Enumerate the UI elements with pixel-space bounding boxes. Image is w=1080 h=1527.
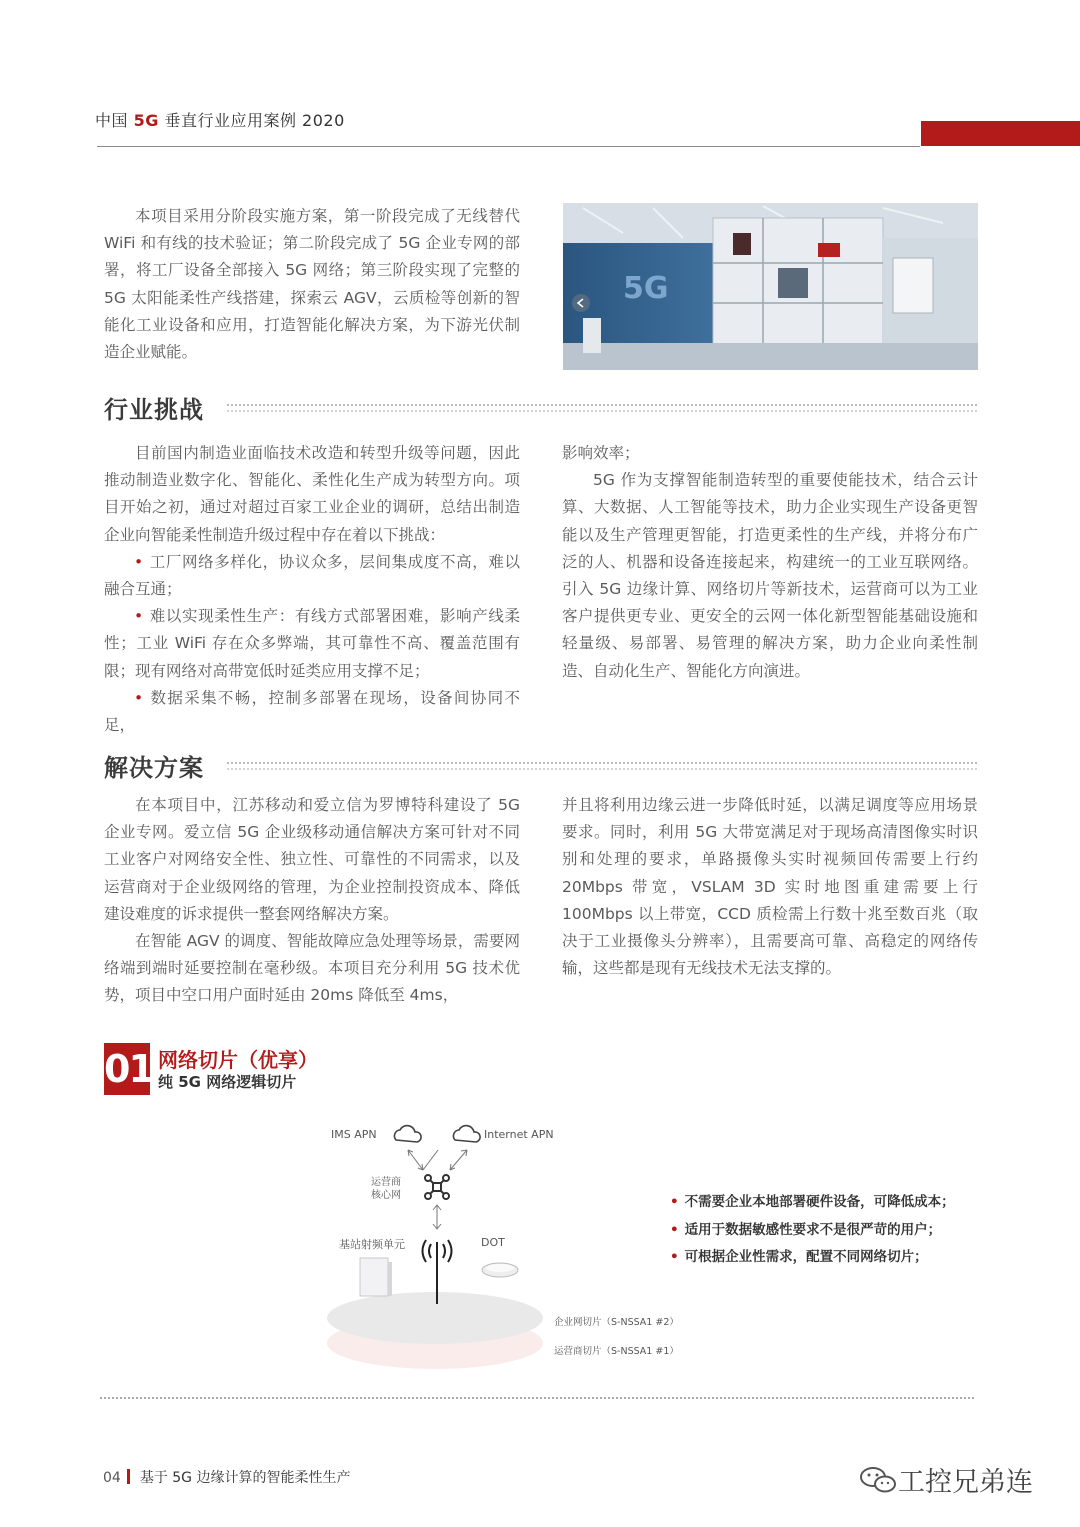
challenge-right-column — [562, 440, 978, 685]
page-footer — [103, 1467, 350, 1487]
feature-item — [670, 1189, 980, 1217]
bullet-dot: • — [670, 1221, 679, 1238]
footer-title: 基于 5G 边缘计算的智能柔性生产 — [139, 1470, 351, 1486]
solution-paragraph-1: 在本项目中，江苏移动和爱立信为罗博特科建设了 5G 企业专网。爱立信 5G 企业级移动通信解决方案可针对不同工业客户对网络安全性、独立性、可靠性的不同需求，以及运营商对于企业级网络的管理，为企业控制投资成本、降低建设难度的诉求提供一整套网络解决方案。 — [104, 796, 520, 923]
challenge-bullet — [104, 685, 520, 739]
core-label-line2: 核心网 — [371, 1190, 401, 1201]
bullet-dot: • — [134, 607, 144, 626]
solution-right-column — [562, 792, 978, 982]
enterprise-slice-ellipse — [327, 1292, 543, 1344]
slice-number-badge: 01 — [104, 1043, 150, 1095]
feature-text: 可根据企业性需求，配置不同网络切片； — [684, 1249, 928, 1265]
factory-photo — [563, 203, 978, 370]
solution-paragraph-2: 在智能 AGV 的调度、智能故障应急处理等场景，需要网络端到端时延要控制在毫秒级。本项目充分利用 5G 技术优势，项目中空口用户面时延由 20ms 降低至 4ms， — [104, 932, 520, 1005]
slice-title: 网络切片（优享） — [158, 1048, 318, 1072]
header-red-bar — [921, 121, 1080, 146]
solution-paragraph-3: 并且将利用边缘云进一步降低时延，以满足调度等应用场景要求。同时，利用 5G 大带宽满足对于现场高清图像实时识别和处理的要求，单路摄像头实时视频回传需要上行约 20Mbps 带宽，VSLAM 3D 实时地图重建需要上行 100Mbps 以上带宽，CCD 质检需上行数十兆至数百兆（取决于工业摄像头分辨率），且需要高可靠、高稳定的网络传输，这些都是现有无线技术无法支撑的。 — [562, 796, 978, 978]
solution-left-column — [104, 792, 520, 1010]
photo-sign-text: 5G — [623, 271, 669, 306]
bullet-dot: • — [134, 688, 144, 707]
internet-cloud-icon — [453, 1126, 480, 1142]
solution-heading: 解决方案 — [104, 754, 204, 782]
challenge-bullet-text: 数据采集不畅，控制多部署在现场，设备间协同不足， — [104, 688, 520, 735]
header-suffix: 垂直行业应用案例 2020 — [158, 111, 345, 130]
feature-text: 适用于数据敏感性要求不是很严苛的用户； — [684, 1221, 942, 1238]
core-to-cloud-arrows — [408, 1150, 467, 1170]
core-network-icon — [425, 1175, 449, 1199]
slice-feature-list — [670, 1189, 980, 1272]
watermark-text: 工控兄弟连 — [898, 1467, 1033, 1498]
header-prefix: 中国 — [95, 111, 134, 130]
intro-paragraph: 本项目采用分阶段实施方案，第一阶段完成了无线替代 WiFi 和有线的技术验证；第二阶段完成了 5G 企业专网的部署，将工厂设备全部接入 5G 网络；第三阶段实现了完整的 5G 太阳能柔性产线搭建，探索云 AGV，云质检等创新的智能化工业设备和应用，打造智能化解决方案，为下游光伏制造企业赋能。 — [104, 207, 520, 362]
core-network-label — [371, 1176, 401, 1202]
challenge-heading-divider — [227, 404, 977, 412]
internet-apn-label: Internet APN — [484, 1128, 554, 1141]
feature-item — [670, 1244, 980, 1272]
bullet-dot: • — [134, 552, 144, 571]
challenge-continued: 影响效率； — [562, 444, 640, 462]
ims-apn-label: IMS APN — [331, 1128, 377, 1141]
bullet-dot: • — [670, 1194, 679, 1210]
header-accent: 5G — [133, 111, 159, 130]
challenge-bullet-text: 难以实现柔性生产：有线方式部署困难，影响产线柔性；工业 WiFi 存在众多弊端，其可靠性不高、覆盖范围有限；现有网络对高带宽低时延类应用支撑不足； — [104, 607, 520, 680]
solution-heading-divider — [227, 762, 977, 770]
header-rule — [97, 146, 920, 147]
challenge-heading: 行业挑战 — [104, 396, 204, 424]
factory-scene-image — [563, 203, 978, 370]
radio-unit-icon — [360, 1258, 392, 1296]
footer-divider — [100, 1397, 974, 1399]
operator-slice-label: 运营商切片（S-NSSA1 #1） — [554, 1346, 679, 1357]
feature-item — [670, 1217, 980, 1245]
enterprise-slice-label: 企业网切片（S-NSSA1 #2） — [554, 1317, 679, 1328]
challenge-bullet-text: 工厂网络多样化，协议众多，层间集成度不高，难以融合互通； — [104, 552, 520, 599]
challenge-left-column — [104, 440, 520, 739]
dot-label: DOT — [481, 1236, 505, 1249]
challenge-5g-paragraph: 5G 作为支撑智能制造转型的重要使能技术，结合云计算、大数据、人工智能等技术，助力企业实现生产设备更智能以及生产管理更智能，打造更柔性的生产线，并将分布广泛的人、机器和设备连接起来，构建统一的工业互联网络。引入 5G 边缘计算、网络切片等新技术，运营商可以为工业客户提供更专业、更安全的云网一体化新型智能基础设施和轻量级、易部署、易管理的解决方案，助力企业向柔性制造、自动化生产、智能化方向演进。 — [562, 471, 978, 680]
dot-device-icon — [482, 1263, 518, 1277]
core-to-antenna-arrow — [433, 1205, 441, 1229]
challenge-bullet — [104, 603, 520, 685]
footer-separator — [127, 1469, 130, 1484]
watermark — [858, 1460, 1033, 1499]
challenge-intro: 目前国内制造业面临技术改造和转型升级等问题，因此推动制造业数字化、智能化、柔性化生产成为转型方向。项目开始之初，通过对超过百家工业企业的调研，总结出制造企业向智能柔性制造升级过程中存在着以下挑战： — [104, 444, 520, 544]
wechat-icon — [858, 1465, 898, 1495]
bullet-dot: • — [670, 1249, 679, 1265]
feature-text: 不需要企业本地部署硬件设备，可降低成本； — [684, 1194, 955, 1210]
intro-text — [104, 203, 520, 366]
core-label-line1: 运营商 — [371, 1177, 401, 1188]
radio-unit-label: 基站射频单元 — [339, 1238, 405, 1251]
page-number: 04 — [103, 1470, 121, 1486]
slice-subtitle: 纯 5G 网络逻辑切片 — [158, 1073, 297, 1091]
ims-cloud-icon — [394, 1126, 421, 1142]
running-header — [95, 108, 345, 131]
challenge-bullet — [104, 549, 520, 603]
